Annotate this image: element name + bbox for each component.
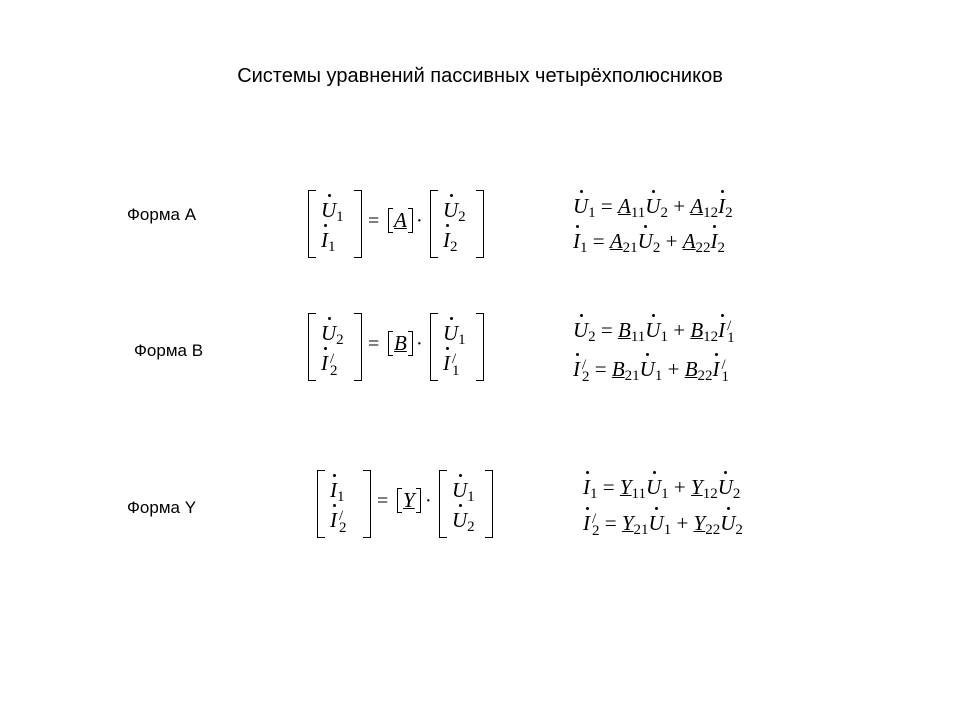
form-b-equation-1-coef-2 [690,318,719,345]
form-b-equation-2-var-2-base: I [712,357,720,381]
form-a-equation-1-var-1 [645,194,668,221]
form-b-matrix-equation-lhs-entry [321,321,344,346]
form-y-equation-1-coef-2-sub: 12 [702,486,718,502]
form-y-matrix-equation-rhs-var-sub: 1 [467,489,475,505]
form-a-equation-1-coef-1 [618,194,646,221]
form-b-matrix-equation-lhs-var-prime: / [330,351,335,368]
form-a-equation-1-coef-2 [690,194,719,221]
form-a-equation-2-plus: + [660,229,683,253]
form-a-matrix-equation-lhs-column [308,190,362,258]
page-title: Системы уравнений пассивных четырёхполюсников [237,65,723,87]
form-y-equation-2 [583,511,743,540]
form-y-matrix-equation-lhs-entry [330,508,347,537]
form-b-equation-1-var-2-sub: 1 [727,330,735,347]
form-b-matrix-equation-lhs-column [308,313,362,381]
form-a-matrix-equation-lhs-var-base: U [321,198,337,222]
form-y-equation-2-lhs-indices [592,511,600,540]
form-b-matrix-equation-rhs-var-base: I [443,351,450,375]
form-y-equation-1-var-1-base: U [645,475,662,499]
form-a-equation-1-coef-1-base: A [618,194,631,218]
form-b-equation-2-var-2-prime: / [721,357,726,374]
form-b-equation-2-coef-2-base: B [684,357,698,381]
form-y-matrix-equation-matrix-symbol: Y [403,488,415,512]
form-y-matrix-equation-rhs-column [439,470,493,538]
form-b-equation-2-equals: = [589,357,612,381]
form-b-equation-2-plus: + [662,357,685,381]
form-b-equation-1-lhs [573,318,596,345]
form-y-matrix-equation-lhs-var-base: I [330,478,337,502]
form-b-equation-1-plus: + [667,318,691,342]
form-a-matrix-equation-rhs-entry [443,228,458,253]
form-y-equation-2-lhs-prime: / [592,511,597,528]
form-b-matrix-equation-lhs-var [321,321,344,348]
form-y-equation-1-var-2-sub: 2 [732,486,741,502]
form-b-equation-2-lhs-base: I [573,357,580,381]
form-a-equation-1-var-1-sub: 2 [660,205,668,221]
form-b-equation-2-var-1-sub: 1 [654,368,663,384]
form-a-matrix-equation-rhs-column [430,190,484,258]
form-a-equation-1-equals: = [595,194,619,218]
form-b-matrix-equation-coefficient-matrix [388,331,413,356]
form-y-matrix-equation-lhs-var-sub: 1 [337,489,345,505]
form-a-matrix-equation-rhs-var [443,198,466,225]
form-b-matrix-equation-rhs-entry [443,321,466,346]
form-y-equation-1-equals: = [597,475,620,499]
form-y-matrix-equation-lhs-var-prime: / [339,508,344,525]
form-a-matrix-equation-rhs-var-base: U [443,198,459,222]
form-a-matrix-equation-matrix-symbol: A [394,208,407,232]
form-y-equation-2-coef-1 [621,511,649,538]
form-y-equation-1-coef-1-base: Y [619,475,632,499]
form-b-equation-2-var-2 [712,357,730,386]
form-b-equation-2-coef-1-base: B [611,357,625,381]
form-y-matrix-equation-rhs-var [452,508,475,535]
form-b-equation-1-coef-2-sub: 12 [703,329,719,345]
form-b-equation-1-var-2-prime: / [727,318,732,335]
form-y-equation-2-coef-2-sub: 22 [705,522,721,538]
form-y-equation-1-var-1 [645,475,669,502]
form-y-matrix-equation-lhs-var-sub: 2 [339,520,347,537]
form-y-equation-1-var-2 [717,475,741,502]
form-a-matrix-equation-lhs-var-base: I [321,228,328,252]
form-b-matrix-equation-lhs-var-sub: 2 [330,363,338,380]
form-y-equation-2-plus: + [671,511,694,535]
form-a-equation-1-lhs-base: U [573,194,589,218]
form-b-matrix-equation-multiply: · [416,333,423,355]
form-b-matrix-equation-lhs-var-base: I [321,351,328,375]
form-b-matrix-equation-lhs-var-base: U [321,321,337,345]
form-b-matrix-equation-rhs-var-base: U [443,321,459,345]
form-y-equation-1-lhs-base: I [583,475,590,499]
form-y-equation-1-lhs-sub: 1 [590,486,598,502]
form-y-equation-2-coef-2 [693,511,721,538]
form-a-equation-2-lhs-sub: 1 [580,240,588,256]
form-a-matrix-equation-lhs-entry [321,228,336,253]
form-b-equation-2 [573,357,730,386]
form-a-equation-2-var-2 [710,229,726,256]
form-a-matrix-equation-lhs-entry [321,198,344,223]
form-y-matrix-equation-equals: = [377,490,389,512]
form-a-equation-1-var-1-base: U [645,194,661,218]
form-b-equation-1-coef-2-base: B [690,318,704,342]
form-y-equation-2-var-2-base: U [720,511,736,535]
form-b-equation-2-coef-1-sub: 21 [624,368,640,384]
form-y-equation-2-lhs [583,511,600,540]
form-a-equation-2-var-2-sub: 2 [717,240,726,256]
form-y-matrix-equation-lhs-column [317,470,371,538]
form-b-equation-2-lhs-sub: 2 [582,369,590,386]
form-y-equation-2-lhs-base: I [583,511,590,535]
form-a-label: Форма A [127,205,197,224]
form-b-equation-1-var-2-base: I [718,318,726,342]
form-b-equation-2-var-1-base: U [639,357,655,381]
form-b-matrix-equation-matrix-symbol: B [394,331,407,355]
form-a-equation-1-coef-2-sub: 12 [703,205,719,221]
form-a-matrix-equation-equals: = [368,210,380,232]
form-b-matrix-equation-rhs-column [430,313,484,381]
form-y-equation-1-coef-1 [619,475,646,502]
form-y-equation-2-var-1-base: U [648,511,664,535]
form-b-equation-2-lhs-prime: / [582,357,587,374]
form-a-equation-2-equals: = [587,229,610,253]
form-a-matrix-equation-lhs-var [321,228,336,255]
form-a-equation-2-coef-1-sub: 21 [622,240,638,256]
form-a-equation-1-var-2-sub: 2 [725,205,733,221]
form-b-equation-1-var-1 [645,318,668,345]
form-b-matrix-equation-lhs-var-indices [330,351,338,380]
form-b-equation-2-var-2-indices [721,357,730,386]
form-a-equation-1-var-2 [718,194,733,221]
form-y-label: Форма Y [127,498,197,517]
form-y-matrix-equation-rhs-entry [452,478,475,503]
form-b-equation-1-equals: = [595,318,619,342]
form-b-matrix-equation-rhs-var-indices [452,351,460,380]
form-a-matrix-equation-multiply: · [416,210,423,232]
form-y-equation-2-coef-2-base: Y [693,511,706,535]
form-b-matrix-equation-lhs-entry [321,351,338,380]
form-y-equation-1 [583,475,740,500]
form-y-equation-1-var-1-sub: 1 [661,486,669,502]
form-b-equation-2-coef-2 [684,357,713,384]
form-y-equation-2-var-2-sub: 2 [735,522,743,538]
form-a-equation-1 [573,194,733,219]
form-y-equation-1-plus: + [668,475,691,499]
form-a-equation-2-coef-1 [609,229,638,256]
form-b-equation-2-var-1 [639,357,663,384]
form-b-equation-1-lhs-base: U [573,318,589,342]
form-b-equation-2-var-2-sub: 1 [721,369,730,386]
form-y-equation-2-equals: = [599,511,622,535]
form-y-matrix-equation-rhs-var-sub: 2 [467,519,475,535]
form-y-equation-2-coef-1-sub: 21 [633,522,649,538]
form-a-equation-2-lhs-base: I [573,229,580,253]
form-y-matrix-equation-lhs-var-indices [339,508,347,537]
form-a-equation-2-var-1 [637,229,661,256]
form-b-matrix-equation-rhs-var-sub: 1 [458,332,466,348]
form-b-equation-1-var-1-sub: 1 [660,329,668,345]
form-a-matrix-equation-rhs-var-sub: 2 [458,209,466,225]
form-b-matrix-equation-rhs-var-prime: / [452,351,457,368]
form-a-equation-2-var-2-base: I [710,229,718,253]
form-a-equation-2-coef-1-base: A [609,229,623,253]
form-a-equation-2-lhs [573,229,588,256]
form-a-matrix-equation-coefficient-matrix [388,208,413,233]
form-y-equation-1-coef-2-base: Y [691,475,703,499]
form-y-equation-2-coef-1-base: Y [621,511,634,535]
form-a-equation-2-var-1-base: U [637,229,653,253]
form-b-label: Форма B [134,341,204,360]
form-a-equation-1-coef-2-base: A [690,194,704,218]
form-y-matrix-equation-lhs-var [330,508,347,537]
form-y-matrix-equation-lhs-var [330,478,345,505]
form-y-matrix-equation-coefficient-matrix [397,488,421,513]
form-a-matrix-equation-lhs-var-sub: 1 [336,209,344,225]
form-a-equation-2 [573,229,725,254]
form-y-equation-2-var-1-sub: 1 [663,522,672,538]
form-b-equation-1-var-2 [718,318,735,347]
form-b-equation-2-coef-2-sub: 22 [697,368,713,384]
form-a-equation-2-coef-2-sub: 22 [695,240,711,256]
form-b-equation-1-coef-1-sub: 11 [630,329,646,345]
form-b-matrix-equation-lhs-var-sub: 2 [336,332,344,348]
form-y-equation-2-var-2 [720,511,743,538]
form-y-equation-2-lhs-sub: 2 [592,523,600,540]
form-b-equation-1 [573,318,735,347]
form-a-equation-1-coef-1-sub: 11 [630,205,646,221]
form-b-equation-1-var-2-indices [727,318,735,347]
form-a-equation-1-lhs-sub: 1 [588,205,596,221]
form-y-equation-1-coef-1-sub: 11 [631,486,646,502]
form-a-matrix-equation-rhs-var [443,228,458,255]
form-b-equation-1-coef-1 [618,318,646,345]
form-b-equation-1-var-1-base: U [645,318,661,342]
form-a-equation-2-coef-2 [682,229,711,256]
form-a-matrix-equation-lhs-var-sub: 1 [328,239,336,255]
form-a-equation-1-lhs [573,194,596,221]
form-a-equation-2-coef-2-base: A [682,229,696,253]
form-b-equation-1-lhs-sub: 2 [588,329,596,345]
form-b-matrix-equation-rhs-var [443,321,466,348]
form-y-equation-1-coef-2 [691,475,718,502]
form-a-matrix-equation-rhs-var-sub: 2 [450,239,458,255]
form-y-matrix-equation-multiply: · [425,490,432,512]
form-b-matrix-equation-equals: = [368,333,380,355]
form-y-matrix-equation-rhs-var-base: U [452,508,468,532]
form-y-equation-1-var-2-base: U [717,475,733,499]
form-y-matrix-equation-rhs-entry [452,508,475,533]
form-y-equation-2-var-1 [648,511,672,538]
form-b-matrix-equation-rhs-entry [443,351,460,380]
form-b-equation-2-coef-1 [611,357,640,384]
form-a-matrix-equation-rhs-var-base: I [443,228,450,252]
form-a-matrix-equation-lhs-var [321,198,344,225]
form-b-matrix-equation-rhs-var-sub: 1 [452,363,460,380]
form-y-matrix-equation-lhs-entry [330,478,345,503]
form-b-matrix-equation-lhs-var [321,351,338,380]
form-b-matrix-equation-rhs-var [443,351,460,380]
form-y-matrix-equation-rhs-var [452,478,475,505]
form-b-equation-2-lhs-indices [582,357,590,386]
form-b-equation-1-coef-1-base: B [618,318,631,342]
form-a-equation-2-var-1-sub: 2 [652,240,661,256]
form-a-equation-1-plus: + [667,194,691,218]
form-a-matrix-equation-rhs-entry [443,198,466,223]
form-b-equation-2-lhs [573,357,590,386]
form-a-equation-1-var-2-base: I [718,194,726,218]
form-y-equation-1-lhs [583,475,598,502]
form-y-matrix-equation-lhs-var-base: I [330,508,337,532]
form-y-matrix-equation-rhs-var-base: U [452,478,468,502]
